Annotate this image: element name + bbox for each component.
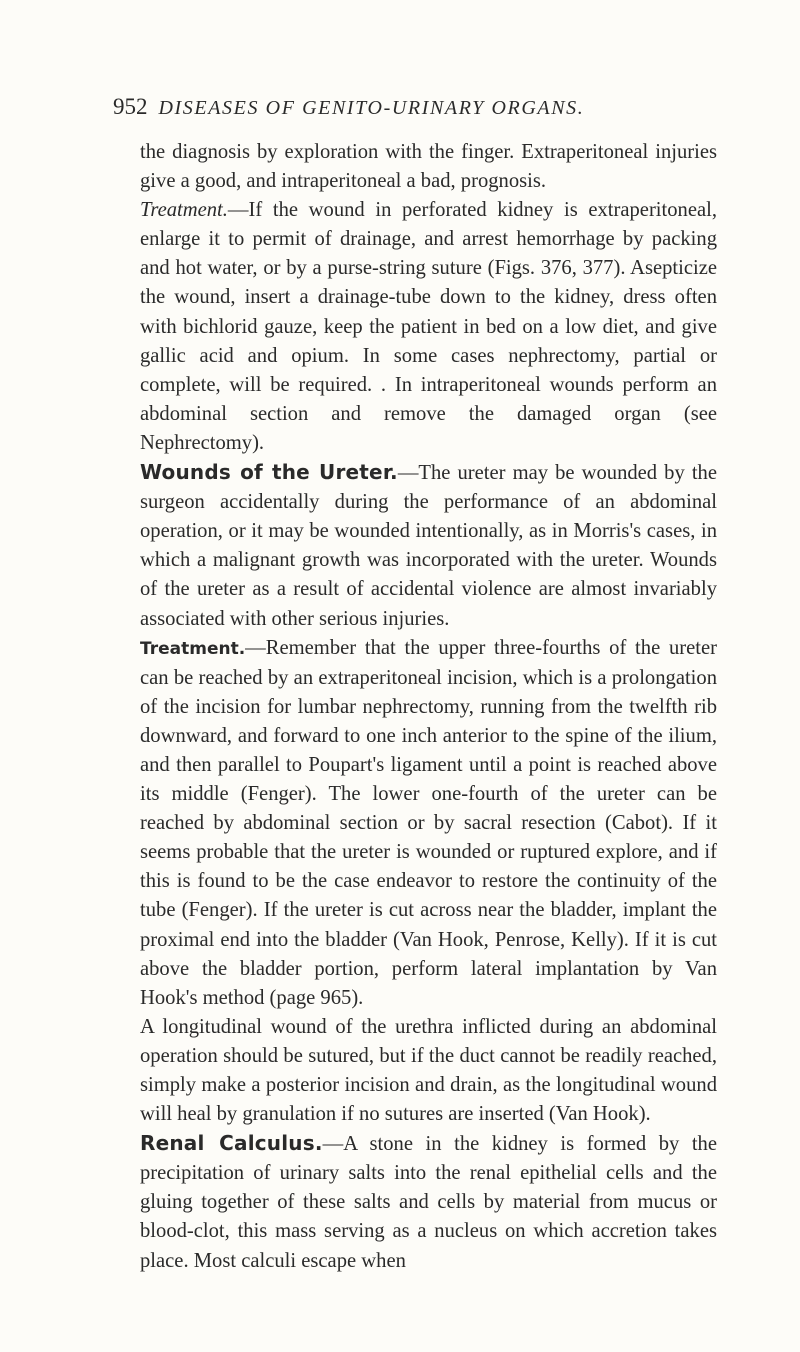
running-title: DISEASES OF GENITO-URINARY ORGANS. <box>158 97 585 119</box>
paragraph-diagnosis <box>140 138 717 196</box>
running-header <box>113 94 733 121</box>
paragraph-longitudinal-wound <box>140 1013 717 1129</box>
paragraph-treatment-ureter <box>140 634 717 1013</box>
paragraph-text: —If the wound in perforated kidney is extraperitoneal, enlarge it to permit of drainage, and arrest hemorrhage by packing and hot water, or by a purse-string suture (Figs. 376, 377). Asepticize the wound, insert a drainage-tube down to the kidney, dress often with bichlorid gauze, keep the patient in bed on a low diet, and give gallic acid and opium. In some cases nephrectomy, partial or complete, will be required. . In intraperitoneal wounds perform an abdominal section and remove the damaged organ (see Nephrectomy). <box>140 199 717 454</box>
paragraph-text: —A stone in the kidney is formed by the precipitation of urinary salts into the renal epithelial cells and the gluing together of these salts and cells by material from mucus or blood-clot, this mass serving as a nucleus on which accretion takes place. Most calculi escape when <box>140 1133 717 1272</box>
subheading-treatment-bold: Treatment. <box>140 638 246 659</box>
section-heading-renal-calculus: Renal Calculus. <box>140 1131 323 1156</box>
subheading-treatment: Treatment. <box>140 199 228 222</box>
paragraph-renal-calculus <box>140 1129 717 1275</box>
paragraph-text: —Remember that the upper three-fourths of the ureter can be reached by an extraperitoneal incision, which is a prolongation of the incision for lumbar nephrectomy, running from the twelfth rib downward, and forward to one inch anterior to the spine of the ilium, and then parallel to Poupart's ligament until a point is reached above its middle (Fenger). The lower one-fourth of the ureter can be reached by abdominal section or by sacral resection (Cabot). If it seems probable that the ureter is wounded or ruptured explore, and if this is found to be the case endeavor to restore the continuity of the tube (Fenger). If the ureter is cut across near the bladder, implant the proximal end into the bladder (Van Hook, Penrose, Kelly). If it is cut above the bladder portion, perform lateral implantation by Van Hook's method (page 965). <box>140 636 717 1009</box>
paragraph-wounds-ureter <box>140 458 717 634</box>
paragraph-text: A longitudinal wound of the urethra inflicted during an abdominal operation should be sutured, but if the duct cannot be readily reached, simply make a posterior incision and drain, as the longitudinal wound will heal by granulation if no sutures are inserted (Van Hook). <box>140 1015 717 1126</box>
paragraph-text: —The ureter may be wounded by the surgeon accidentally during the performance of an abdominal operation, or it may be wounded intentionally, as in Morris's cases, in which a malignant growth was incorporated with the ureter. Wounds of the ureter as a result of accidental violence are almost invariably associated with other serious injuries. <box>140 462 717 630</box>
page-number: 952 <box>113 94 148 119</box>
paragraph-treatment-kidney <box>140 196 717 458</box>
paragraph-text: the diagnosis by exploration with the finger. Extraperitoneal injuries give a good, and intraperitoneal a bad, prognosis. <box>140 141 717 193</box>
body-text <box>140 138 717 1276</box>
section-heading-wounds-ureter: Wounds of the Ureter. <box>140 460 398 485</box>
